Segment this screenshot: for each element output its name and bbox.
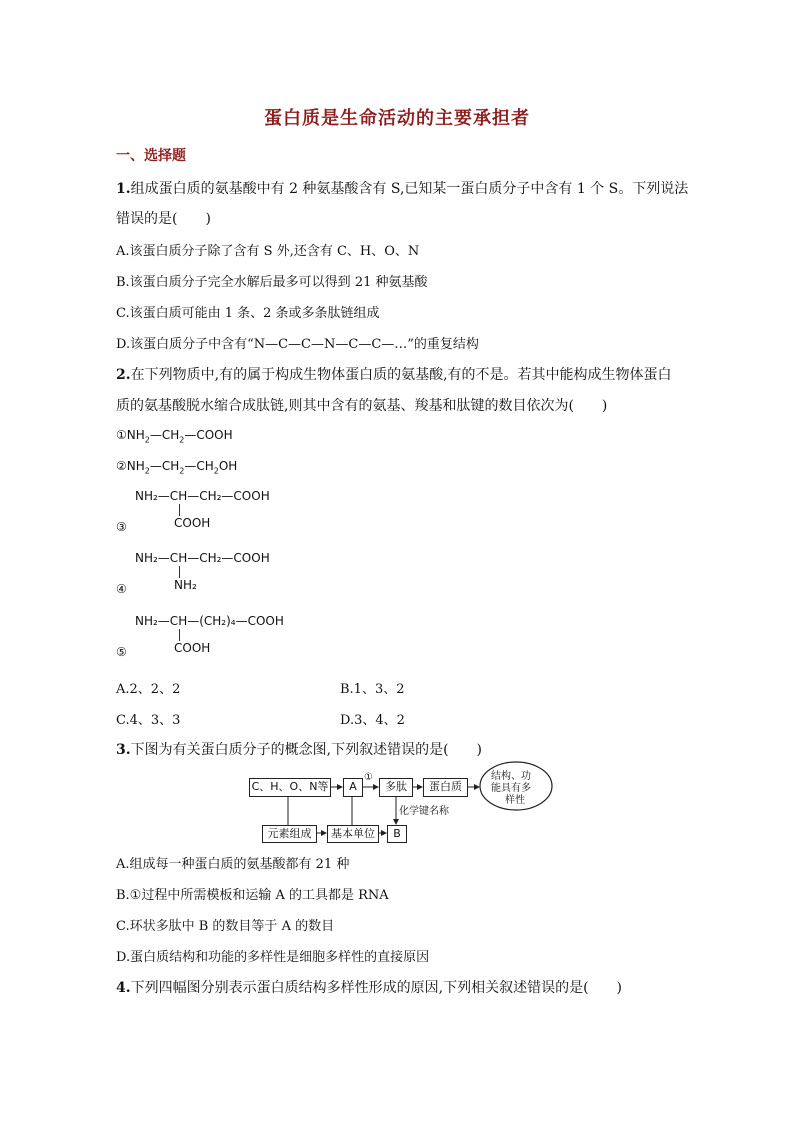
formula-3-label: ③ bbox=[116, 520, 127, 534]
diagram-function-line-2: 能具有多 bbox=[491, 783, 531, 794]
formula-5-label: ⑤ bbox=[116, 645, 127, 659]
question-3-number: 3. bbox=[116, 742, 131, 758]
formula-4-label: ④ bbox=[116, 582, 127, 596]
question-1-option-a: A.该蛋白质分子除了含有 S 外,还含有 C、H、O、N bbox=[116, 244, 420, 259]
formula-5-main: NH₂—CH—(CH₂)₄—COOH bbox=[135, 614, 284, 628]
question-1-option-c: C.该蛋白质可能由 1 条、2 条或多条肽链组成 bbox=[116, 306, 380, 321]
question-2-line-2: 质的氨基酸脱水缩合成肽链,则其中含有的氨基、羧基和肽键的数目依次为( ) bbox=[116, 398, 608, 414]
question-1-number: 1. bbox=[116, 181, 131, 197]
page-title: 蛋白质是生命活动的主要承担者 bbox=[264, 108, 530, 129]
diagram-step-label: ① bbox=[364, 772, 373, 783]
formula-2-label: ② bbox=[116, 459, 127, 473]
diagram-function-line-3: 样性 bbox=[505, 795, 525, 806]
formula-4-main: NH₂—CH—CH₂—COOH bbox=[135, 551, 270, 565]
diagram-b-box: B bbox=[387, 825, 407, 843]
diagram-elements-box: C、H、O、N等 bbox=[249, 778, 331, 797]
formula-3-main: NH₂—CH—CH₂—COOH bbox=[135, 489, 270, 503]
question-2-number: 2. bbox=[116, 367, 131, 383]
question-1-option-b: B.该蛋白质分子完全水解后最多可以得到 21 种氨基酸 bbox=[116, 275, 428, 290]
question-4-number: 4. bbox=[116, 980, 131, 996]
question-2-option-c: C.4、3、3 bbox=[116, 713, 181, 728]
diagram-function-line-1: 结构、功 bbox=[491, 771, 531, 782]
question-2-option-d: D.3、4、2 bbox=[340, 713, 405, 728]
formula-2: $②NH_2—CH_2—CH_2OH$ bbox=[116, 459, 238, 476]
formula-5-branch: COOH bbox=[174, 641, 211, 655]
question-2-line-1: 在下列物质中,有的属于构成生物体蛋白质的氨基酸,有的不是。若其中能构成生物体蛋白 bbox=[130, 367, 672, 383]
question-3-line-1: 下图为有关蛋白质分子的概念图,下列叙述错误的是( ) bbox=[130, 742, 482, 758]
formula-3-branch: COOH bbox=[174, 516, 211, 530]
diagram-bond-label: 化学键名称 bbox=[399, 806, 449, 817]
question-3-option-c: C.环状多肽中 B 的数目等于 A 的数目 bbox=[116, 919, 335, 934]
diagram-composition-box: 元素组成 bbox=[262, 825, 317, 843]
question-1-line-2: 错误的是( ) bbox=[116, 211, 211, 227]
formula-1: $①NH_2—CH_2—COOH$ bbox=[116, 428, 233, 445]
question-2-option-a: A.2、2、2 bbox=[116, 682, 181, 697]
formula-4-branch: NH₂ bbox=[174, 578, 197, 592]
question-2-option-b: B.1、3、2 bbox=[340, 682, 405, 697]
diagram-unit-box: 基本单位 bbox=[327, 825, 379, 843]
section-heading: 一、选择题 bbox=[116, 148, 186, 164]
question-4-line-1: 下列四幅图分别表示蛋白质结构多样性形成的原因,下列相关叙述错误的是( ) bbox=[130, 980, 622, 996]
question-1-option-d: D.该蛋白质分子中含有“N—C—C—N—C—C—…”的重复结构 bbox=[116, 337, 479, 352]
formula-1-label: ① bbox=[116, 428, 127, 442]
question-3-option-b: B.①过程中所需模板和运输 A 的工具都是 RNA bbox=[116, 888, 389, 903]
diagram-peptide-box: 多肽 bbox=[379, 778, 413, 797]
question-1-line-1: 组成蛋白质的氨基酸中有 2 种氨基酸含有 S,已知某一蛋白质分子中含有 1 个 S。下列说法 bbox=[130, 181, 689, 197]
question-3-option-a: A.组成每一种蛋白质的氨基酸都有 21 种 bbox=[116, 857, 350, 872]
diagram-protein-box: 蛋白质 bbox=[423, 778, 468, 797]
question-3-option-d: D.蛋白质结构和功能的多样性是细胞多样性的直接原因 bbox=[116, 950, 430, 965]
diagram-a-box: A bbox=[343, 778, 363, 797]
question-4-stem bbox=[116, 977, 622, 997]
